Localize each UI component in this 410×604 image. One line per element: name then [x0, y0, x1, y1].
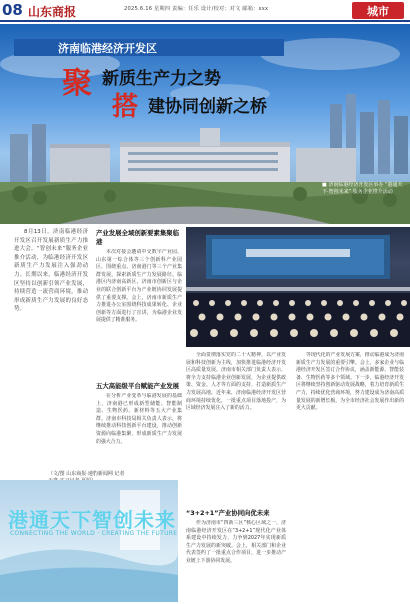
- section-badge: 城市: [352, 2, 404, 19]
- event-backdrop-photo: [0, 480, 178, 602]
- masthead-divider: [0, 20, 410, 22]
- section-heading-1: 产业发展全域创新要素集聚临港: [96, 229, 180, 246]
- meeting-hall-photo: [186, 227, 410, 347]
- hero-big-char-ju: 聚: [62, 66, 92, 101]
- hero-headline-line1: 新质生产力之势: [102, 69, 221, 89]
- section-heading-3: “3+2+1”产业协同向优未来: [186, 509, 270, 517]
- article-column-2: [96, 228, 182, 493]
- article-column-3: 全面贯彻落实党的二十大精神，以产业发展和科技创新为主线，加快推进临港经济开发区高质量发展。济南市相关部门负责人表示，将全力支持临港企业创新发展，为企业提供政策、资金、人才等方面的支持，打造新质生产力发展高地。近年来，济南临港经济开发区营商环境持续优化，一批重点项目落地投产，为区域经济发展注入了新的活力。: [186, 352, 286, 412]
- paper-name: 山东商报: [28, 5, 77, 19]
- slogan-english: CONNECTING THE WORLD · CREATING THE FUTURE: [10, 530, 178, 537]
- meeting-hall-illustration: [186, 227, 410, 347]
- backdrop-illustration: [0, 480, 178, 602]
- hero-big-char-da: 搭: [112, 92, 139, 122]
- slogan-1: 港通天下: [8, 508, 92, 532]
- masthead: [0, 0, 410, 22]
- lead-paragraph: 8月13日，济南临港经济开发区召开发展新质生产力推进大会。“智创未来”服务企业推介活动，为临港经济开发区新质生产力发展注入强劲动力。长期以来，临港经济开发区坚持以创新引领产业发展，持续营造一流营商环境，推动形成新质生产力发展的良好态势。: [14, 229, 88, 313]
- hero-headline-line2: 建协同创新之桥: [148, 97, 267, 117]
- date-line: 2025.6.16 星期四 责编：任乐 设计/校对：对文 邮箱：xxx: [124, 6, 269, 12]
- section-body-2: 在分析产业变革与临港发展的基础上，济南港已形成新型储能、智能制造、生物医药、新材料等五大产业集群。济南市科技局相关负责人表示，将继续推动科技创新平台建设，推动创新资源向临港集聚，形成新质生产力发展的强大合力。: [96, 393, 182, 445]
- byline: （文/图 山东商报·速豹新闻网 记者: [48, 471, 125, 477]
- hero-photo-caption: ■ 济南临港经济开发区举办 “港通天下·智创未来” 服务企业推介活动: [322, 182, 403, 195]
- article-column-4: 等现代化的产业发展方案，推动临港成为济南新质生产力发展的重要引擎。会上，多家企业与临港经济开发区签订合作协议，涵盖新能源、智能装备、生物医药等多个领域。下一步，临港经济开发区将继续坚持创新驱动发展战略，着力培育新质生产力，持续优化营商环境，努力建设成为济南高质量发展的新增长极，为全市经济社会发展作出新的更大贡献。: [296, 352, 404, 412]
- slogan-2: 智创未来: [92, 508, 176, 532]
- page-number: 08: [2, 1, 23, 19]
- hero-band-title: 济南临港经济开发区: [14, 39, 284, 56]
- section-body-1: 本次对接会邀请中交数字产业园、山东第一综合体等三个创新科产业园区，围绕重点、济南港门等三个产业集群发展，探索新质生产力发展路径。临港区内济南高新区、济南市创新区与企业的联合创新平台为产业链协同发展提供了重要支撑。会上，济南市新质生产力推进办公室围绕科技成果转化、企业创新等方面进行了宣讲，为临港企业发展提供了精准服务。: [96, 249, 182, 324]
- section-body-3: 作为济南市“四新三区”核心区域之一，济南临港经济开发区在“3+2+1”现代化产业体系建设中持续发力，力争到2027年实现新质生产力发展的新突破。会上，相关部门和企业代表签约了一批重点合作项目，进一步推动产业链上下游协同发展。: [186, 520, 286, 564]
- section-heading-2: 五大高能级平台赋能产业发展: [96, 382, 180, 390]
- article-column-3-lower: [186, 508, 286, 604]
